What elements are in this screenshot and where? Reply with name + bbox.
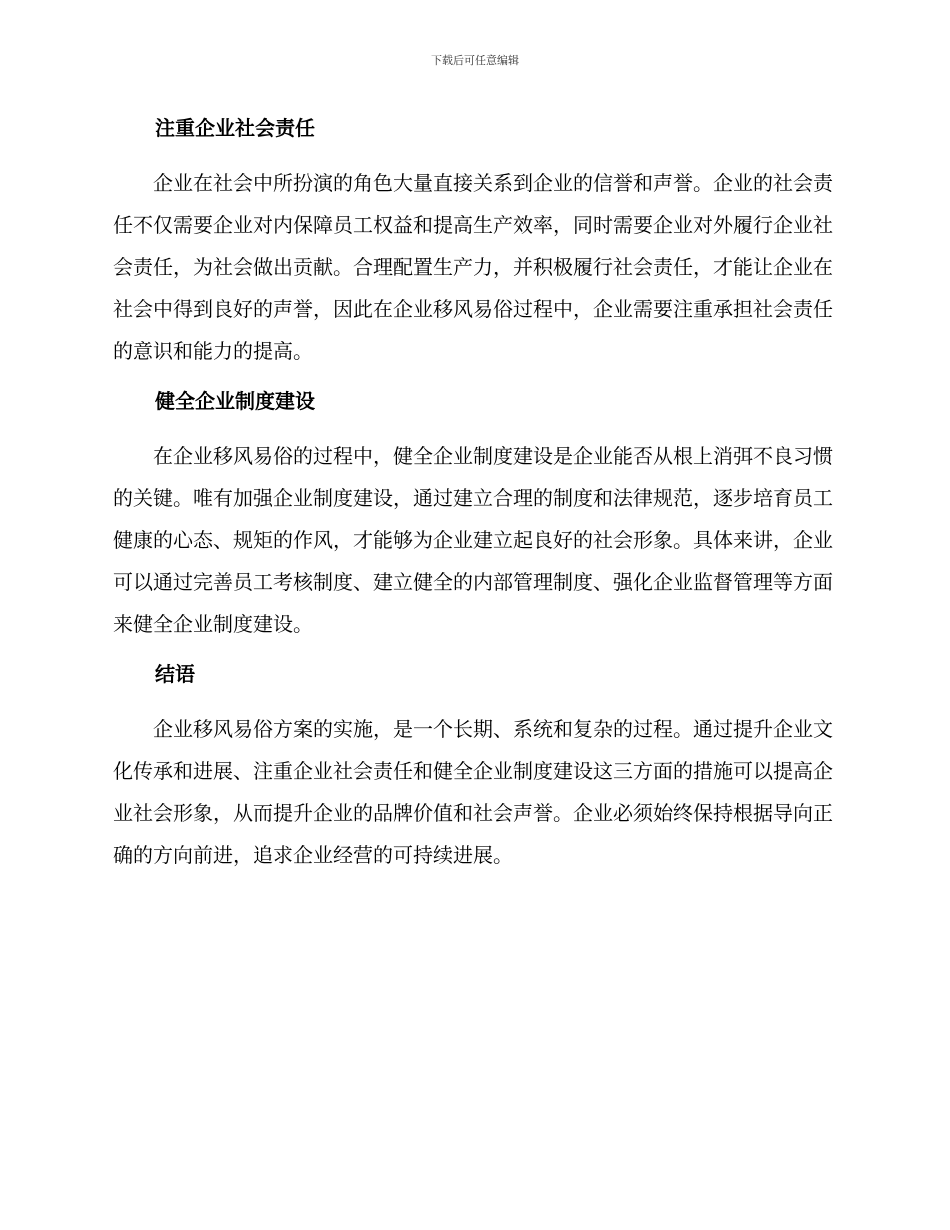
section-social-responsibility [113, 107, 833, 372]
section-paragraph: 企业在社会中所扮演的角色大量直接关系到企业的信誉和声誉。企业的社会责任不仅需要企业对内保障员工权益和提高生产效率，同时需要企业对外履行企业社会责任，为社会做出贡献。合理配置生产力，并积极履行社会责任，才能让企业在社会中得到良好的声誉，因此在企业移风易俗过程中，企业需要注重承担社会责任的意识和能力的提高。 [113, 171, 833, 363]
section-heading: 注重企业社会责任 [155, 116, 315, 140]
page-header: 下载后可任意编辑 [431, 54, 519, 67]
section-paragraph: 企业移风易俗方案的实施，是一个长期、系统和复杂的过程。通过提升企业文化传承和进展、注重企业社会责任和健全企业制度建设这三方面的措施可以提高企业社会形象，从而提升企业的品牌价值和社会声誉。企业必须始终保持根据导向正确的方向前进，追求企业经营的可持续进展。 [113, 717, 833, 867]
section-system-building [113, 380, 833, 645]
section-conclusion [113, 653, 833, 876]
section-heading: 结语 [155, 662, 195, 686]
section-paragraph: 在企业移风易俗的过程中，健全企业制度建设是企业能否从根上消弭不良习惯的关键。唯有加强企业制度建设，通过建立合理的制度和法律规范，逐步培育员工健康的心态、规矩的作风，才能够为企业建立起良好的社会形象。具体来讲，企业可以通过完善员工考核制度、建立健全的内部管理制度、强化企业监督管理等方面来健全企业制度建设。 [113, 444, 833, 636]
section-heading: 健全企业制度建设 [155, 389, 315, 413]
document-body [113, 107, 833, 876]
